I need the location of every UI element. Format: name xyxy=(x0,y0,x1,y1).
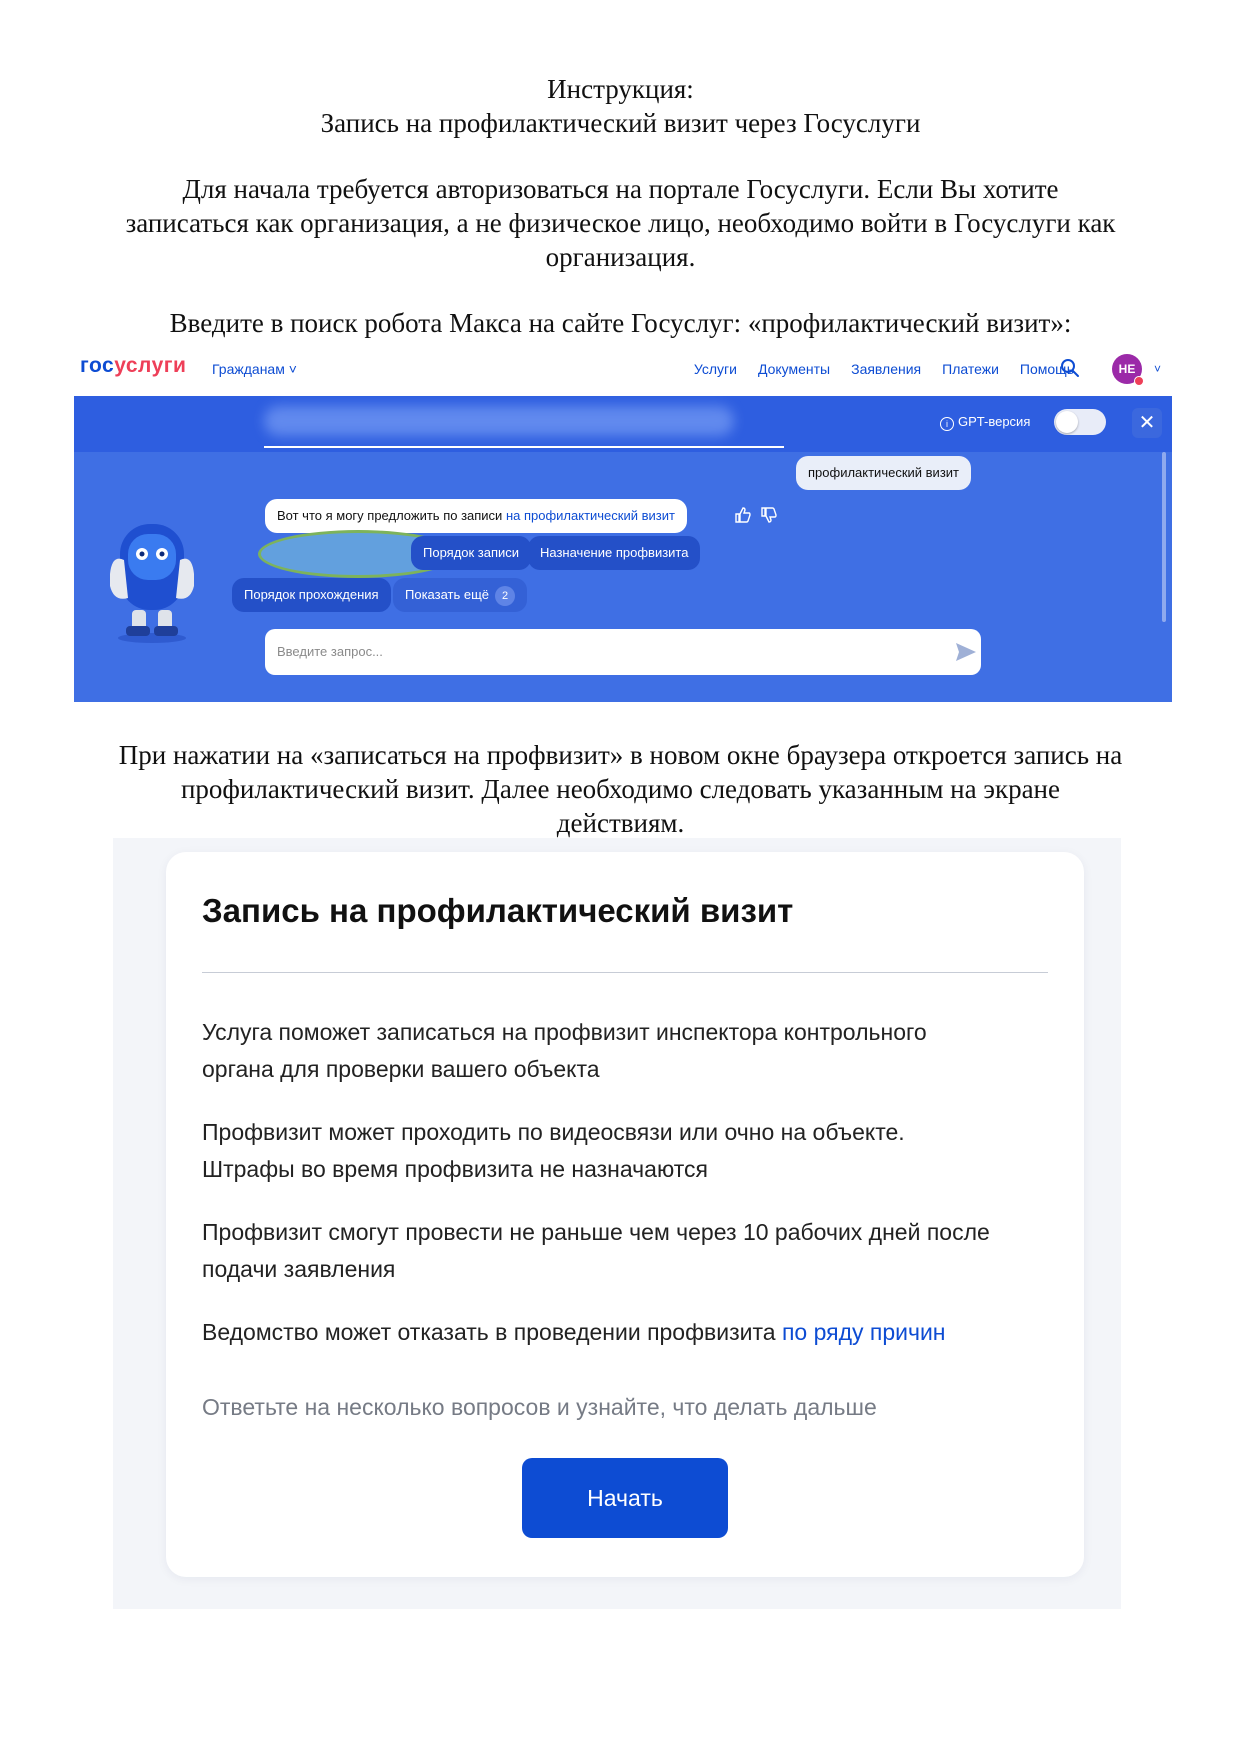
nav-applications[interactable]: Заявления xyxy=(851,361,922,377)
send-icon[interactable] xyxy=(954,640,978,664)
info-icon: i xyxy=(940,417,954,431)
after-line-1: При нажатии на «записаться на профвизит» в новом окне браузера откроется запись на xyxy=(118,740,1123,770)
citizens-dropdown[interactable]: Гражданам ˅ xyxy=(212,361,297,377)
logo-part-gos: гос xyxy=(80,354,115,377)
gpt-version-toggle[interactable] xyxy=(1054,409,1106,435)
gosuslugi-logo[interactable] xyxy=(80,354,186,378)
p2-line-1: Профвизит может проходить по видеосвязи или очно на объекте. xyxy=(202,1119,905,1145)
top-nav xyxy=(694,361,1074,377)
robot-chat-panel xyxy=(74,396,1172,702)
nav-help[interactable]: Помощь xyxy=(1019,361,1074,377)
refusal-reasons-link[interactable]: по ряду причин xyxy=(781,1319,946,1345)
gpt-version-text: GPT-версия xyxy=(958,414,1031,429)
notification-dot xyxy=(1134,376,1144,386)
bot-message xyxy=(265,499,687,533)
p4-text: Ведомство может отказать в проведении профвизита xyxy=(202,1319,782,1345)
intro-line-2: записаться как организация, а не физическое лицо, необходимо войти в Госуслуги как xyxy=(125,208,1116,238)
title-divider xyxy=(202,972,1048,973)
title-line-2: Запись на профилактический визит через Госуслуги xyxy=(320,108,921,138)
after-line-3: действиям. xyxy=(556,808,685,838)
refusal-note xyxy=(202,1314,1048,1351)
chip-assignment[interactable]: Назначение профвизита xyxy=(528,536,700,570)
p3-line-1: Профвизит смогут провести не раньше чем через 10 рабочих дней после xyxy=(202,1219,990,1245)
chip-order[interactable]: Порядок записи xyxy=(411,536,531,570)
toggle-knob xyxy=(1056,411,1078,433)
logo-part-uslugi: услуги xyxy=(114,354,187,377)
show-more-count: 2 xyxy=(495,586,515,606)
p2-line-2: Штрафы во время профвизита не назначаются xyxy=(202,1156,708,1182)
thumbs-up-icon[interactable] xyxy=(734,506,752,524)
feedback-icons xyxy=(734,506,778,524)
start-button[interactable]: Начать xyxy=(522,1458,728,1538)
gosuslugi-header xyxy=(74,350,1172,396)
chip-procedure[interactable]: Порядок прохождения xyxy=(232,578,391,612)
bot-message-link[interactable]: на профилактический визит xyxy=(505,508,675,523)
chat-scrollbar[interactable] xyxy=(1162,452,1166,622)
gpt-version-label xyxy=(940,414,1030,431)
p1-line-2: органа для проверки вашего объекта xyxy=(202,1056,600,1082)
after-line-2: профилактический визит. Далее необходимо следовать указанным на экране xyxy=(180,774,1060,804)
nav-services[interactable]: Услуги xyxy=(693,361,737,377)
close-chat-button[interactable]: ✕ xyxy=(1132,408,1162,438)
timing-note xyxy=(202,1214,1048,1288)
search-instruction-text: Введите в поиск робота Макса на сайте Госуслуг: «профилактический визит»: xyxy=(169,308,1072,338)
show-more-label: Показать ещё xyxy=(405,587,490,602)
service-title: Запись на профилактический визит xyxy=(202,892,794,929)
search-instruction xyxy=(60,306,1181,340)
service-screenshot xyxy=(113,838,1121,1609)
blurred-message xyxy=(264,406,734,436)
intro-line-3: организация. xyxy=(545,242,696,272)
message-divider xyxy=(264,446,784,448)
p1-line-1: Услуга поможет записаться на профвизит инспектора контрольного xyxy=(202,1019,927,1045)
intro-paragraph xyxy=(60,172,1181,274)
after-paragraph xyxy=(60,738,1181,840)
nav-payments[interactable]: Платежи xyxy=(942,361,999,377)
title-line-1: Инструкция: xyxy=(547,74,694,104)
document-title xyxy=(60,72,1181,140)
intro-line-1: Для начала требуется авторизоваться на портале Госуслуги. Если Вы хотите xyxy=(182,174,1059,204)
service-description xyxy=(202,1014,1048,1088)
user-message: профилактический визит xyxy=(796,456,971,490)
video-format-note xyxy=(202,1114,1048,1188)
search-icon[interactable] xyxy=(1060,358,1080,378)
robot-max-icon xyxy=(102,514,202,644)
service-card xyxy=(166,852,1084,1577)
chat-query-input[interactable]: Введите запрос... xyxy=(265,629,981,675)
user-avatar[interactable]: НЕ xyxy=(1112,354,1142,384)
questions-hint: Ответьте на несколько вопросов и узнайте, что делать дальше xyxy=(202,1394,877,1420)
thumbs-down-icon[interactable] xyxy=(760,506,778,524)
p3-line-2: подачи заявления xyxy=(202,1256,396,1282)
chevron-down-icon[interactable]: ˅ xyxy=(1154,362,1162,376)
nav-documents[interactable]: Документы xyxy=(757,361,831,377)
chip-show-more[interactable] xyxy=(393,578,527,612)
bot-message-text: Вот что я могу предложить по записи xyxy=(277,508,506,523)
